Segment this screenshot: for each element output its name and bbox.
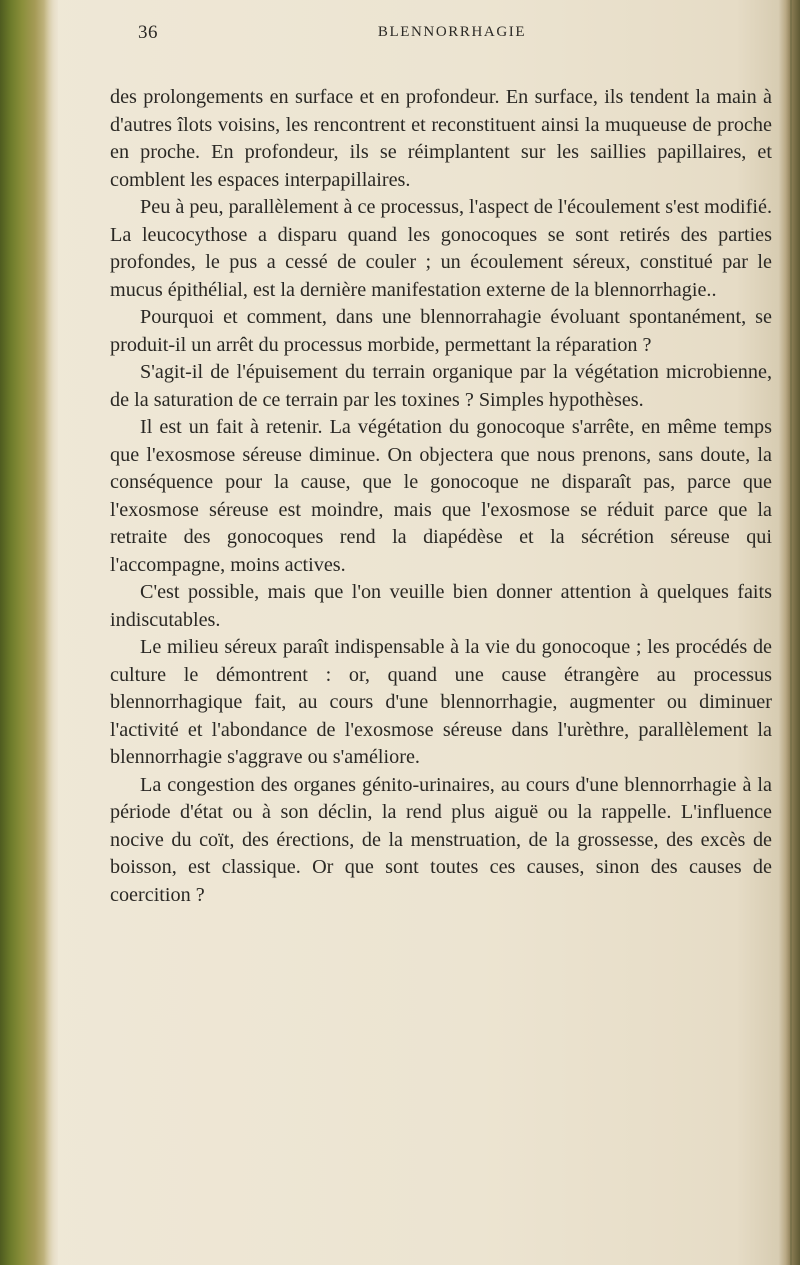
paragraph: C'est possible, mais que l'on veuille bien donner attention à quelques faits indiscutables.	[110, 581, 772, 631]
paragraph: Peu à peu, parallèlement à ce processus, l'aspect de l'écoulement s'est modifié. La leucocythose a disparu quand les gonocoques se sont retirés des parties profondes, le pus a cessé de couler ; un écoulement séreux, constitué par le mucus épithélial, est la dernière manifestation externe de la blennorrhagie..	[110, 196, 773, 301]
running-head: BLENNORRHAGIE	[377, 24, 527, 40]
paragraph: Le milieu séreux paraît indispensable à la vie du gonocoque ; les procédés de culture le démontrent : or, quand une cause étrangère au processus blennorrhagique fait, au cours d'une blennorrhagie, augmenter ou diminuer l'activité et l'abondance de l'exosmose séreuse dans l'urèthre, parallèlement la blennorrhagie s'aggrave ou s'améliore.	[110, 636, 772, 768]
page-edge	[778, 0, 800, 1265]
body-text	[110, 84, 772, 909]
page-number: 36	[138, 22, 158, 43]
paragraph: Il est un fait à retenir. La végétation du gonocoque s'arrête, en même temps que l'exosmose séreuse diminue. On objectera que nous prenons, sans doute, la conséquence pour la cause, que le gonocoque ne disparaît pas, parce que l'exosmose séreuse est moindre, mais que l'exosmose se réduit parce que la retraite des gonocoques rend la diapédèse et la sécrétion séreuse qui l'accompagne, moins actives.	[110, 416, 772, 576]
paragraph: Pourquoi et comment, dans une blennorrahagie évoluant spontanément, se produit-il un arrêt du processus morbide, permettant la réparation ?	[110, 306, 772, 356]
paragraph: S'agit-il de l'épuisement du terrain organique par la végétation microbienne, de la saturation de ce terrain par les toxines ? Simples hypothèses.	[110, 361, 772, 411]
book-binding-gutter	[0, 0, 58, 1265]
page-edge-line	[790, 0, 792, 1265]
paragraph: La congestion des organes génito-urinaires, au cours d'une blennorrhagie à la période d'état ou à son déclin, la rend plus aiguë ou la rappelle. L'influence nocive du coït, des érections, de la menstruation, de la grossesse, des excès de boisson, est classique. Or que sont toutes ces causes, sinon des causes de coercition ?	[110, 773, 772, 906]
page-header	[138, 22, 766, 52]
paragraph: des prolongements en surface et en profondeur. En surface, ils tendent la main à d'autres îlots voisins, les rencontrent et reconstituent ainsi la muqueuse de proche en proche. En profondeur, ils se réimplantent sur les saillies papillaires, et comblent les espaces interpapillaires.	[110, 86, 772, 191]
